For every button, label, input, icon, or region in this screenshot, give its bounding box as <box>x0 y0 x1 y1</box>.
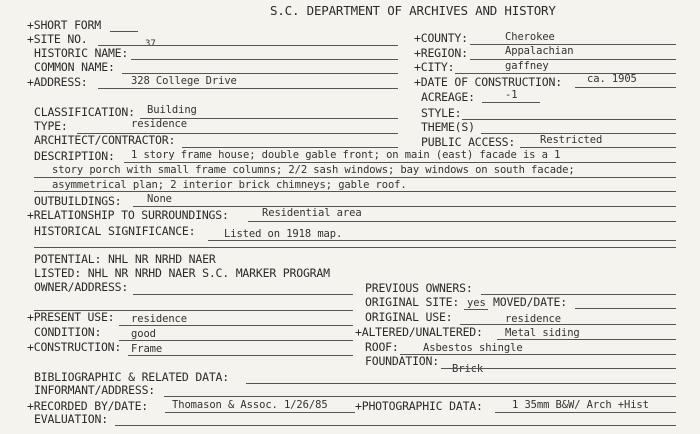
original-use-line <box>460 324 676 325</box>
form-title: S.C. DEPARTMENT OF ARCHIVES AND HISTORY <box>270 3 556 18</box>
site-no-label: +SITE NO. <box>27 32 88 46</box>
original-use-label: ORIGINAL USE: <box>365 310 453 324</box>
style-line <box>462 119 676 120</box>
architect-line <box>182 147 398 148</box>
acreage-line <box>482 102 540 103</box>
description-rule-3 <box>34 191 676 192</box>
style-label: STYLE: <box>421 106 462 120</box>
bibliographic-line <box>246 383 676 384</box>
city-line <box>455 73 676 74</box>
altered-value: Metal siding <box>505 327 580 339</box>
relationship-label: +RELATIONSHIP TO SURROUNDINGS: <box>27 208 229 222</box>
date-construction-line <box>575 87 676 88</box>
section-divider <box>34 247 676 248</box>
historical-significance-label: HISTORICAL SIGNIFICANCE: <box>34 224 196 238</box>
informant-line <box>164 396 676 397</box>
owner-address-label: OWNER/ADDRESS: <box>34 280 129 294</box>
description-line-3: asymmetrical plan; 2 interior brick chimneys; gable roof. <box>52 179 407 191</box>
acreage-value: -1 <box>505 89 518 101</box>
moved-date-line <box>575 308 676 309</box>
previous-owners-label: PREVIOUS OWNERS: <box>365 281 473 295</box>
architect-label: ARCHITECT/CONTRACTOR: <box>34 133 176 147</box>
address-label: +ADDRESS: <box>27 75 88 89</box>
historical-significance-value: Listed on 1918 map. <box>224 228 343 240</box>
construction-value: Frame <box>131 343 163 355</box>
date-construction-label: +DATE OF CONSTRUCTION: <box>414 75 562 89</box>
county-value: Cherokee <box>505 31 555 43</box>
historic-name-line <box>131 59 398 60</box>
evaluation-line <box>115 425 676 426</box>
foundation-value: Brick <box>452 363 484 375</box>
altered-label: +ALTERED/UNALTERED: <box>355 325 483 339</box>
present-use-label: +PRESENT USE: <box>27 310 115 324</box>
photographic-label: +PHOTOGRAPHIC DATA: <box>355 399 483 413</box>
description-line-2: story porch with small frame columns; 2/2 sash windows; bay windows on south facade; <box>52 164 575 176</box>
type-label: TYPE: <box>34 119 68 133</box>
construction-label: +CONSTRUCTION: <box>27 340 122 354</box>
evaluation-label: EVALUATION: <box>34 412 108 426</box>
recorded-by-line <box>165 412 355 413</box>
public-access-label: PUBLIC ACCESS: <box>421 135 516 149</box>
type-value: residence <box>131 118 187 130</box>
foundation-line <box>441 368 676 369</box>
moved-date-label: MOVED/DATE: <box>493 295 567 309</box>
original-use-value: residence <box>505 313 561 325</box>
outbuildings-value: None <box>147 193 172 205</box>
roof-label: ROOF: <box>365 340 399 354</box>
foundation-label: FOUNDATION: <box>365 354 439 368</box>
owner-address-line <box>133 294 353 295</box>
bibliographic-label: BIBLIOGRAPHIC & RELATED DATA: <box>34 370 229 384</box>
relationship-value: Residential area <box>262 207 362 219</box>
outbuildings-line <box>133 206 676 207</box>
description-line-1: 1 story frame house; double gable front; on main (east) facade is a 1 <box>131 149 561 161</box>
roof-value: Asbestos shingle <box>423 342 523 354</box>
region-label: +REGION: <box>414 46 468 60</box>
classification-label: CLASSIFICATION: <box>34 105 135 119</box>
condition-label: CONDITION: <box>34 325 102 339</box>
present-use-value: residence <box>131 313 187 325</box>
short-form-line <box>110 31 138 32</box>
photographic-value: 1 35mm B&W/ Arch +Hist <box>512 399 649 411</box>
roof-line <box>400 354 676 355</box>
short-form-label: +SHORT FORM <box>27 18 101 32</box>
recorded-by-value: Thomason & Assoc. 1/26/85 <box>172 399 328 411</box>
original-site-value: yes <box>467 297 486 309</box>
region-value: Appalachian <box>505 45 574 57</box>
city-value: gaffney <box>505 60 549 72</box>
informant-label: INFORMANT/ADDRESS: <box>34 383 156 397</box>
theme-label: THEME(S) <box>421 120 475 134</box>
common-name-label: COMMON NAME: <box>34 60 115 74</box>
classification-value: Building <box>147 104 197 116</box>
county-label: +COUNTY: <box>414 31 468 45</box>
description-rule-2 <box>34 177 676 178</box>
photographic-line <box>495 412 676 413</box>
description-label: DESCRIPTION: <box>34 149 115 163</box>
date-construction-value: ca. 1905 <box>587 73 637 85</box>
potential-label: POTENTIAL: NHL NR NRHD NAER <box>34 252 216 266</box>
recorded-by-label: +RECORDED BY/DATE: <box>27 399 149 413</box>
construction-line <box>128 355 353 356</box>
original-site-label: ORIGINAL SITE: <box>365 295 460 309</box>
historical-significance-line <box>208 240 676 241</box>
present-use-line <box>119 325 353 326</box>
outbuildings-label: OUTBUILDINGS: <box>34 194 122 208</box>
description-rule-1 <box>124 162 676 163</box>
acreage-label: ACREAGE: <box>421 90 475 104</box>
site-no-value: 37 <box>145 39 156 49</box>
condition-line <box>119 340 353 341</box>
city-label: +CITY: <box>414 60 455 74</box>
common-name-line <box>122 73 398 74</box>
altered-line <box>497 339 676 340</box>
listed-label: LISTED: NHL NR NRHD NAER S.C. MARKER PROGRAM <box>34 266 330 280</box>
historic-name-label: HISTORIC NAME: <box>34 46 129 60</box>
public-access-line <box>520 147 676 148</box>
condition-value: good <box>131 328 156 340</box>
original-site-line <box>464 309 488 310</box>
site-no-line <box>98 45 398 46</box>
public-access-value: Restricted <box>540 134 603 146</box>
region-line <box>470 59 676 60</box>
address-value: 328 College Drive <box>131 75 237 87</box>
relationship-line <box>248 221 676 222</box>
address-line <box>98 88 398 89</box>
